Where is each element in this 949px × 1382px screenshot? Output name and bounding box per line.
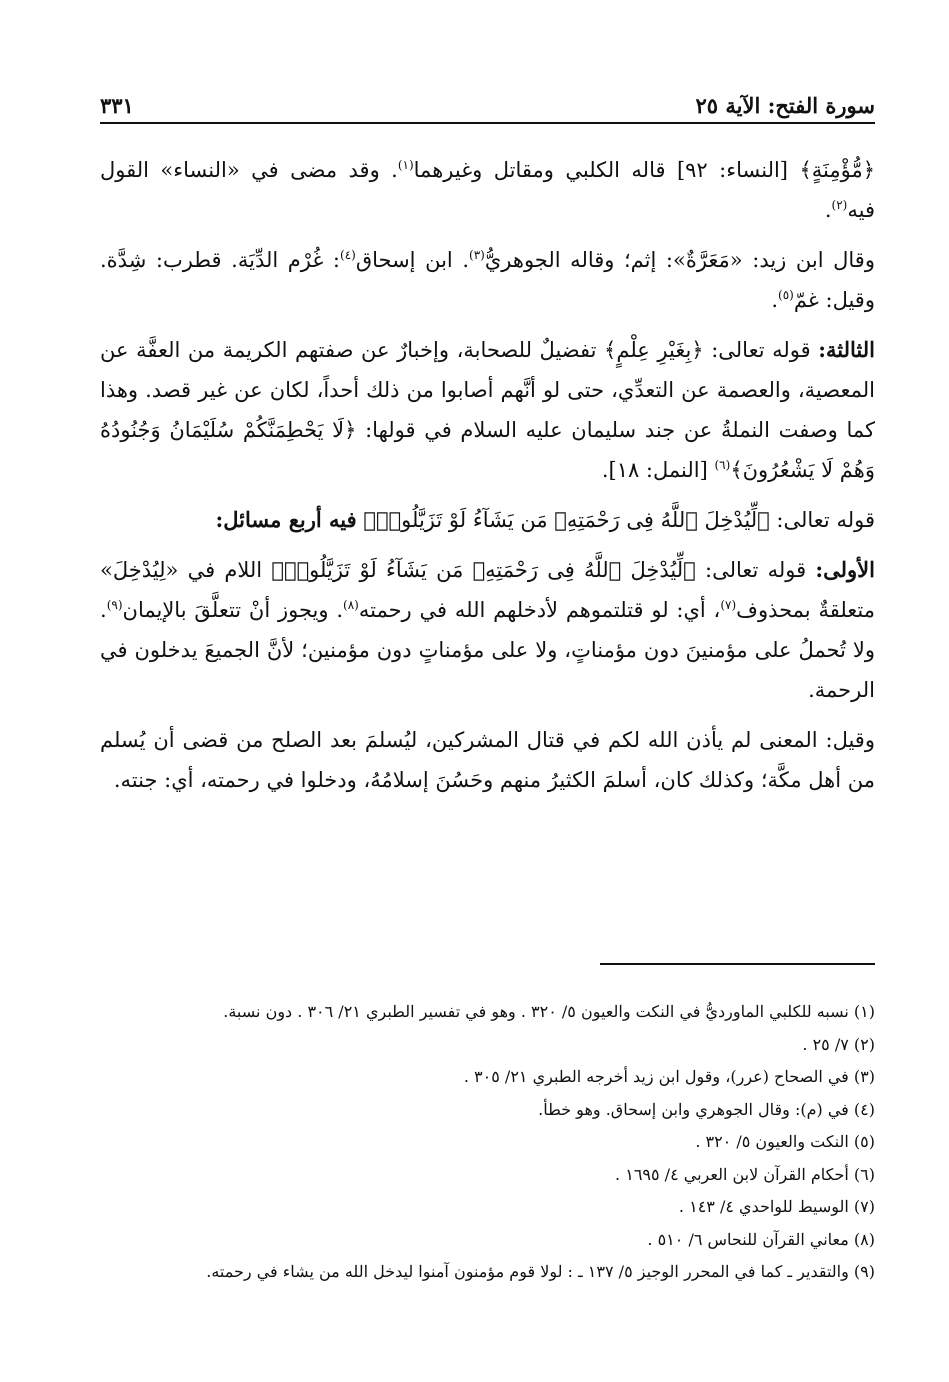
footnote-8: (٨) معاني القرآن للنحاس ٦/ ٥١٠ . [647, 1229, 875, 1249]
footnote-6: (٦) أحكام القرآن لابن العربي ٤/ ١٦٩٥ . [615, 1164, 875, 1184]
footnote-ref-5: (٥) [778, 288, 794, 302]
footnote-1: (١) نسبه للكلبي الماورديُّ في النكت والعيون ٥/ ٣٢٠ . وهو في تفسير الطبري ٢١/ ٣٠٦ . دون نسبة. [223, 1002, 875, 1021]
page-number: ٣٣١ [100, 93, 134, 118]
issue-label-third: الثالثة: [818, 337, 875, 362]
issues-count: فيه أربع مسائل: [215, 507, 357, 532]
issue-label-first: الأولى: [815, 557, 875, 582]
footnote-3: (٣) في الصحاح (عرر)، وقول ابن زيد أخرجه الطبري ٢١/ ٣٠٥ . [463, 1067, 875, 1086]
paragraph-4: قوله تعالى: ﴿لِّيُدْخِلَ ٱللَّهُ فِى رَحْمَتِهِۦ مَن يَشَآءُ لَوْ تَزَيَّلُوا۟﴾ فيه أربع مسائل: [215, 507, 875, 532]
footnote-ref-8: (٨) [343, 598, 359, 612]
footnote-divider [600, 963, 875, 965]
paragraph-2: وقال ابن زيد: «مَعَرَّةٌ»: إثم؛ وقاله الجوهريُّ$^{(٣)}$. ابن إسحاق$^{(٤)}$: غُرْم الدِّيَة. قطرب: شِدَّة. وقيل: غمّ$^{(٥)}$. [100, 248, 875, 312]
footnotes [100, 996, 875, 1289]
footnote-ref-2: (٢) [831, 198, 848, 212]
footnote-ref-4: (٤) [340, 248, 356, 262]
chapter-title: سورة الفتح: الآية ٢٥ [695, 93, 875, 118]
paragraph-6: وقيل: المعنى لم يأذن الله لكم في قتال المشركين، ليُسلمَ بعد الصلح من قضى أن يُسلم من أهل مكَّة؛ وكذلك كان، أسلمَ الكثيرُ منهم وحَسُنَ إسلامُهُ، ودخلوا في رحمته، أي: جنته. [100, 728, 875, 792]
footnote-4: (٤) في (م): وقال الجوهري وابن إسحاق. وهو خطأ. [538, 1099, 875, 1119]
footnote-9: (٩) والتقدير ـ كما في المحرر الوجيز ٥/ ١٣٧ ـ : لولا قوم مؤمنون آمنوا ليدخل الله من يشاء في رحمته. [206, 1262, 875, 1281]
main-text [100, 150, 875, 810]
header-divider [100, 122, 875, 124]
paragraph-1: ﴿مُّؤْمِنَةٍ﴾ [النساء: ٩٢] قاله الكلبي ومقاتل وغيرهما$^{(١)}$. وقد مضى في «النساء» القول فيه$^{(٢)}$. [100, 158, 875, 222]
footnote-ref-7: (٧) [720, 598, 737, 612]
footnote-2: (٢) ٧/ ٢٥ . [802, 1034, 875, 1054]
footnote-ref-1: (١) [397, 158, 414, 172]
footnote-ref-6: (٦) [714, 458, 731, 472]
footnote-5: (٥) النكت والعيون ٥/ ٣٢٠ . [695, 1132, 875, 1151]
footnote-7: (٧) الوسيط للواحدي ٤/ ١٤٣ . [678, 1197, 875, 1216]
footnote-ref-9: (٩) [106, 598, 123, 612]
footnote-ref-3: (٣) [469, 248, 485, 262]
running-header [100, 84, 875, 118]
paragraph-5: الأولى: قوله تعالى: ﴿لِّيُدْخِلَ ٱللَّهُ فِى رَحْمَتِهِۦ مَن يَشَآءُ لَوْ تَزَيَّلُوا۟﴾ اللام في «لِيُدْخِلَ» متعلقةٌ بمحذوف$^{(٧)}$، أي: لو قتلتموهم لأدخلهم الله في رحمته$^{(٨)}$. ويجوز أنْ تتعلَّقَ بالإيمان$^{(٩)}$. ولا تُحملُ على مؤمنينَ دون مؤمناتٍ، ولا على مؤمناتٍ دون مؤمنين؛ لأنَّ الجميعَ يدخلون في الرحمة. [100, 557, 876, 702]
paragraph-3: الثالثة: قوله تعالى: ﴿بِغَيْرِ عِلْمٍ﴾ تفضيلٌ للصحابة، وإخبارٌ عن صفتهم الكريمة من العفَّة عن المعصية، والعصمة عن التعدِّي، حتى لو أنَّهم أصابوا من ذلك أحداً، لكان عن غير قصد. وهذا كما وصفت النملةُ عن جند سليمان عليه السلام في قولها: ﴿لَا يَحْطِمَنَّكُمْ سُلَيْمَانُ وَجُنُودُهُ وَهُمْ لَا يَشْعُرُونَ﴾$^{(٦)}$ [النمل: ١٨]. [100, 337, 875, 482]
